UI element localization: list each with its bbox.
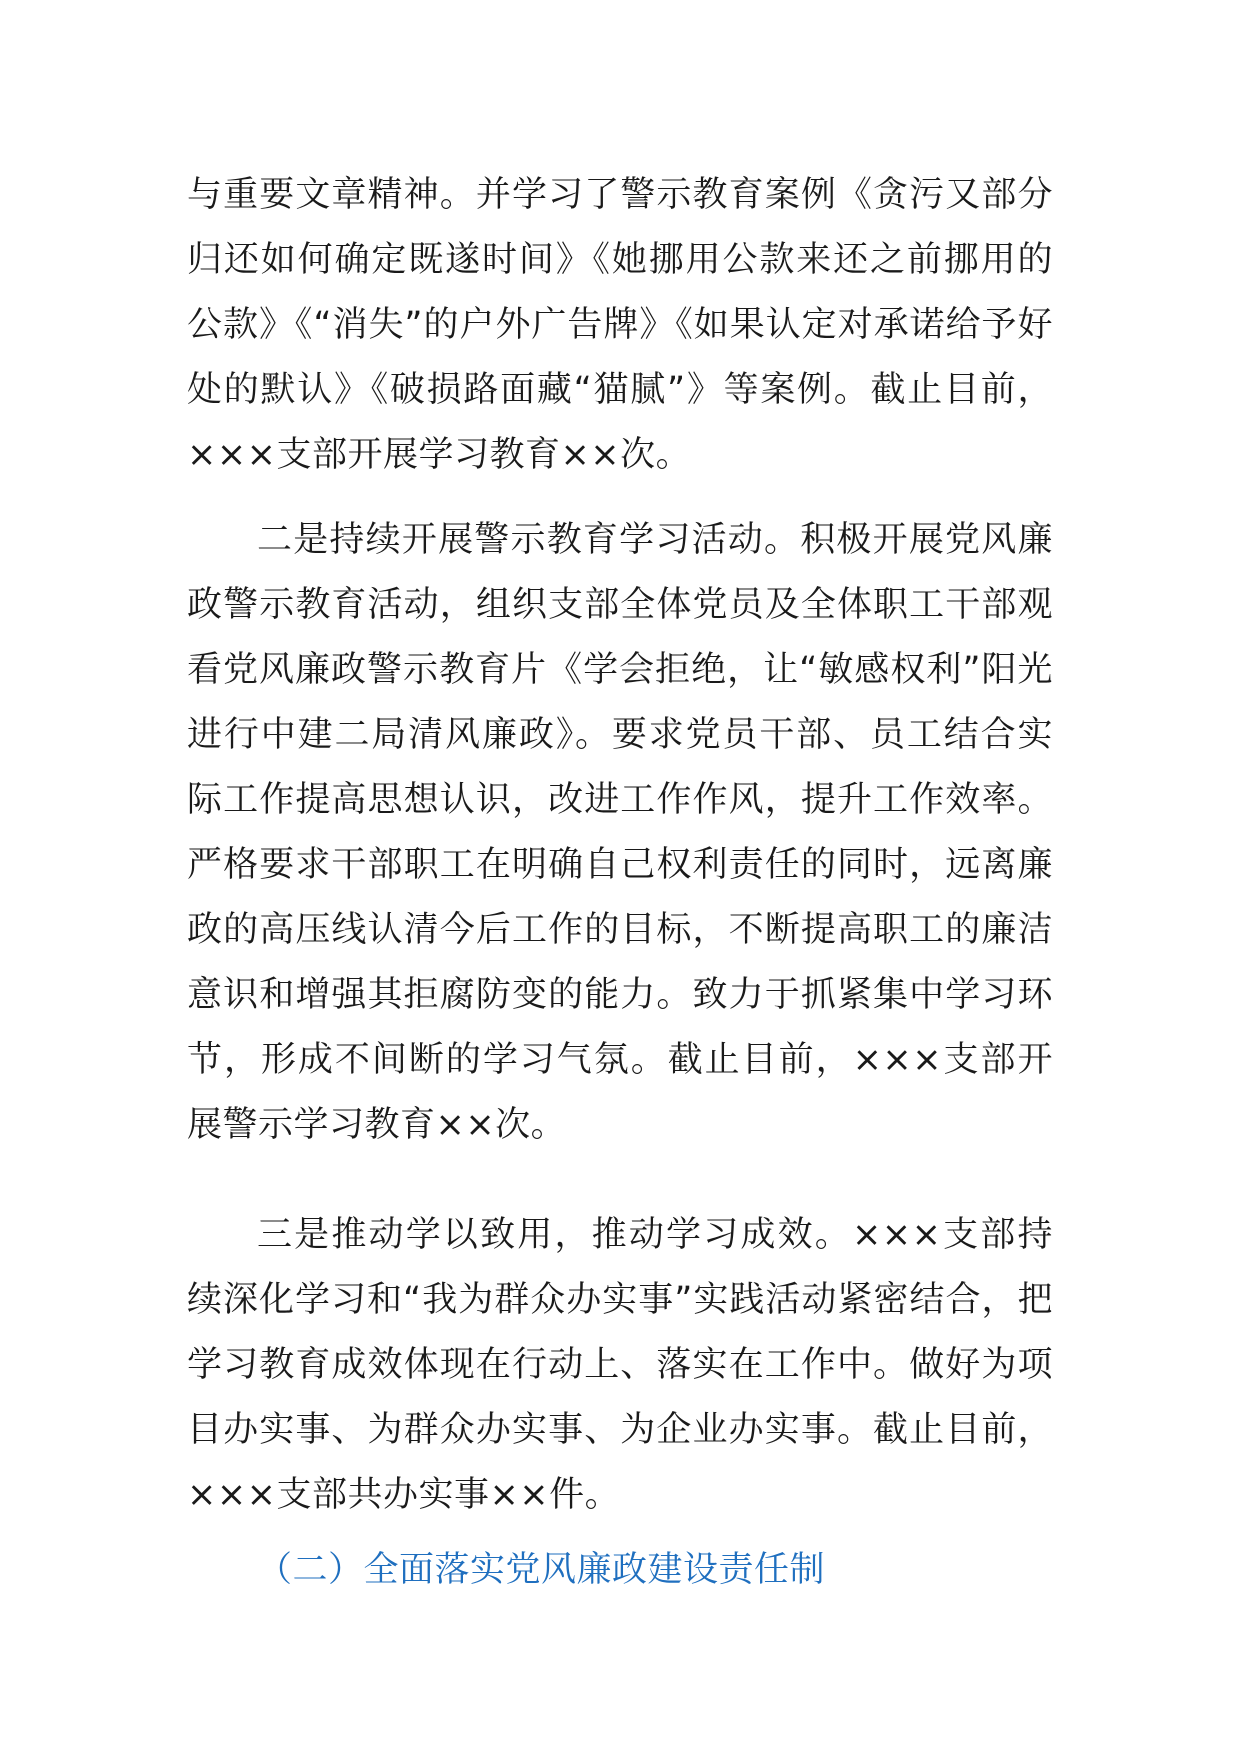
section-heading: （二）全面落实党风廉政建设责任制 <box>257 1550 826 1590</box>
paragraph-study-cases: 与重要文章精神。并学习了警示教育案例《贪污又部分归还如何确定既遂时间》《她挪用公款来还之前挪用的公款》《“消失”的户外广告牌》《如果认定对承诺给予好处的默认》《破损路面藏“猫腻”》等案例。截止目前，×××支部开展学习教育××次。 <box>187 175 1053 475</box>
paragraph-warning-education: 二是持续开展警示教育学习活动。积极开展党风廉政警示教育活动，组织支部全体党员及全体职工干部观看党风廉政警示教育片《学会拒绝，让“敏感权利”阳光进行中建二局清风廉政》。要求党员干部、员工结合实际工作提高思想认识，改进工作作风，提升工作效率。严格要求干部职工在明确自己权利责任的同时，远离廉政的高压线认清今后工作的目标，不断提高职工的廉洁意识和增强其拒腐防变的能力。致力于抓紧集中学习环节，形成不间断的学习气氛。截止目前，×××支部开展警示学习教育××次。 <box>187 520 1053 1145</box>
paragraph-apply-learning: 三是推动学以致用，推动学习成效。×××支部持续深化学习和“我为群众办实事”实践活动紧密结合，把学习教育成效体现在行动上、落实在工作中。做好为项目办实事、为群众办实事、为企业办实事。截止目前，×××支部共办实事××件。 <box>187 1215 1053 1515</box>
